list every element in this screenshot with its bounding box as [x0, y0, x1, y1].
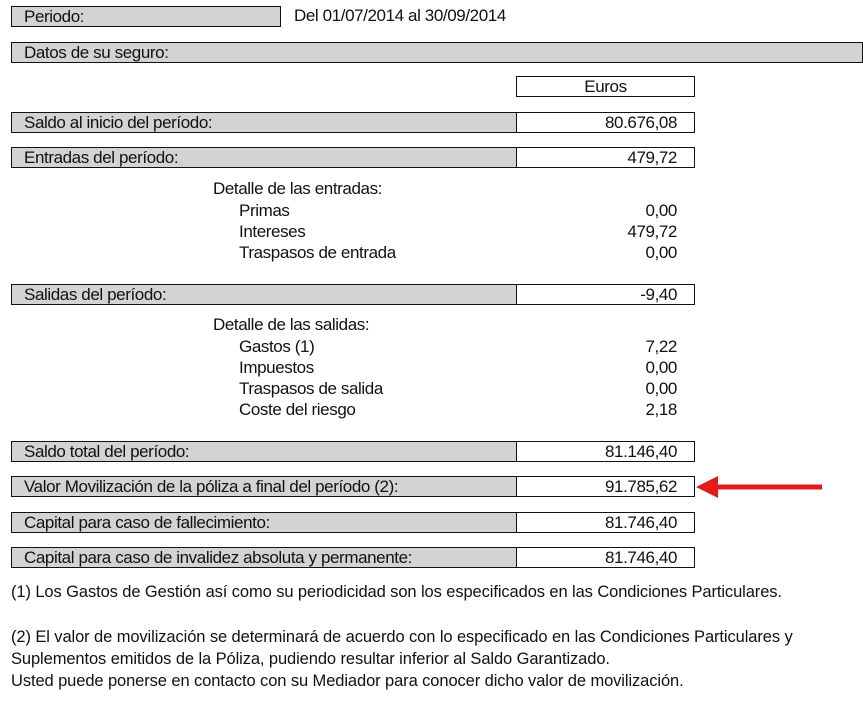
entradas-detail-item-label: Primas: [239, 201, 290, 220]
entradas-detail-item-value: 0,00: [645, 201, 677, 220]
footnote-2-line-1: (2) El valor de movilización se determinará de acuerdo con lo especificado en las Condiciones Particulares y: [11, 628, 793, 646]
entradas-detail-item-label: Intereses: [239, 222, 306, 241]
entradas-detail-item-value: 0,00: [645, 243, 677, 262]
saldo-total-value: 81.146,40: [516, 441, 695, 462]
salidas-detail-item-value: 2,18: [645, 400, 677, 419]
valor-movilizacion-value: 91.785,62: [516, 476, 695, 497]
salidas-detail-title: Detalle de las salidas:: [213, 315, 370, 334]
salidas-detail-item-label: Traspasos de salida: [239, 379, 383, 398]
saldo-inicio-value: 80.676,08: [516, 112, 695, 133]
salidas-detail-item-value: 7,22: [645, 337, 677, 356]
entradas-value: 479,72: [516, 147, 695, 168]
footnote-2-line-3: Usted puede ponerse en contacto con su Mediador para conocer dicho valor de movilización.: [11, 672, 684, 690]
entradas-detail-item-value: 479,72: [627, 222, 677, 241]
saldo-inicio-label: Saldo al inicio del período:: [11, 112, 517, 133]
salidas-detail-item-label: Impuestos: [239, 358, 314, 377]
footnote-2-line-2: Suplementos emitidos de la Póliza, pudiendo resultar inferior al Saldo Garantizado.: [11, 650, 610, 668]
footnote-1: (1) Los Gastos de Gestión así como su periodicidad son los especificados en las Condiciones Particulares.: [11, 583, 782, 601]
capital-invalidez-label: Capital para caso de invalidez absoluta y permanente:: [11, 547, 517, 568]
capital-fallecimiento-label: Capital para caso de fallecimiento:: [11, 512, 517, 533]
period-value: Del 01/07/2014 al 30/09/2014: [294, 6, 506, 25]
section-title: Datos de su seguro:: [11, 42, 863, 63]
currency-header: Euros: [516, 76, 695, 97]
entradas-detail-title: Detalle de las entradas:: [213, 179, 383, 198]
entradas-label: Entradas del período:: [11, 147, 517, 168]
capital-fallecimiento-value: 81.746,40: [516, 512, 695, 533]
red-arrow-icon: [694, 474, 824, 500]
period-label: Periodo:: [11, 6, 281, 27]
salidas-detail-item-label: Gastos (1): [239, 337, 315, 356]
capital-invalidez-value: 81.746,40: [516, 547, 695, 568]
salidas-detail-item-value: 0,00: [645, 379, 677, 398]
saldo-total-label: Saldo total del período:: [11, 441, 517, 462]
entradas-detail-item-label: Traspasos de entrada: [239, 243, 396, 262]
salidas-label: Salidas del período:: [11, 284, 517, 305]
salidas-value: -9,40: [516, 284, 695, 305]
salidas-detail-item-label: Coste del riesgo: [239, 400, 356, 419]
salidas-detail-item-value: 0,00: [645, 358, 677, 377]
valor-movilizacion-label: Valor Movilización de la póliza a final del período (2):: [11, 476, 517, 497]
